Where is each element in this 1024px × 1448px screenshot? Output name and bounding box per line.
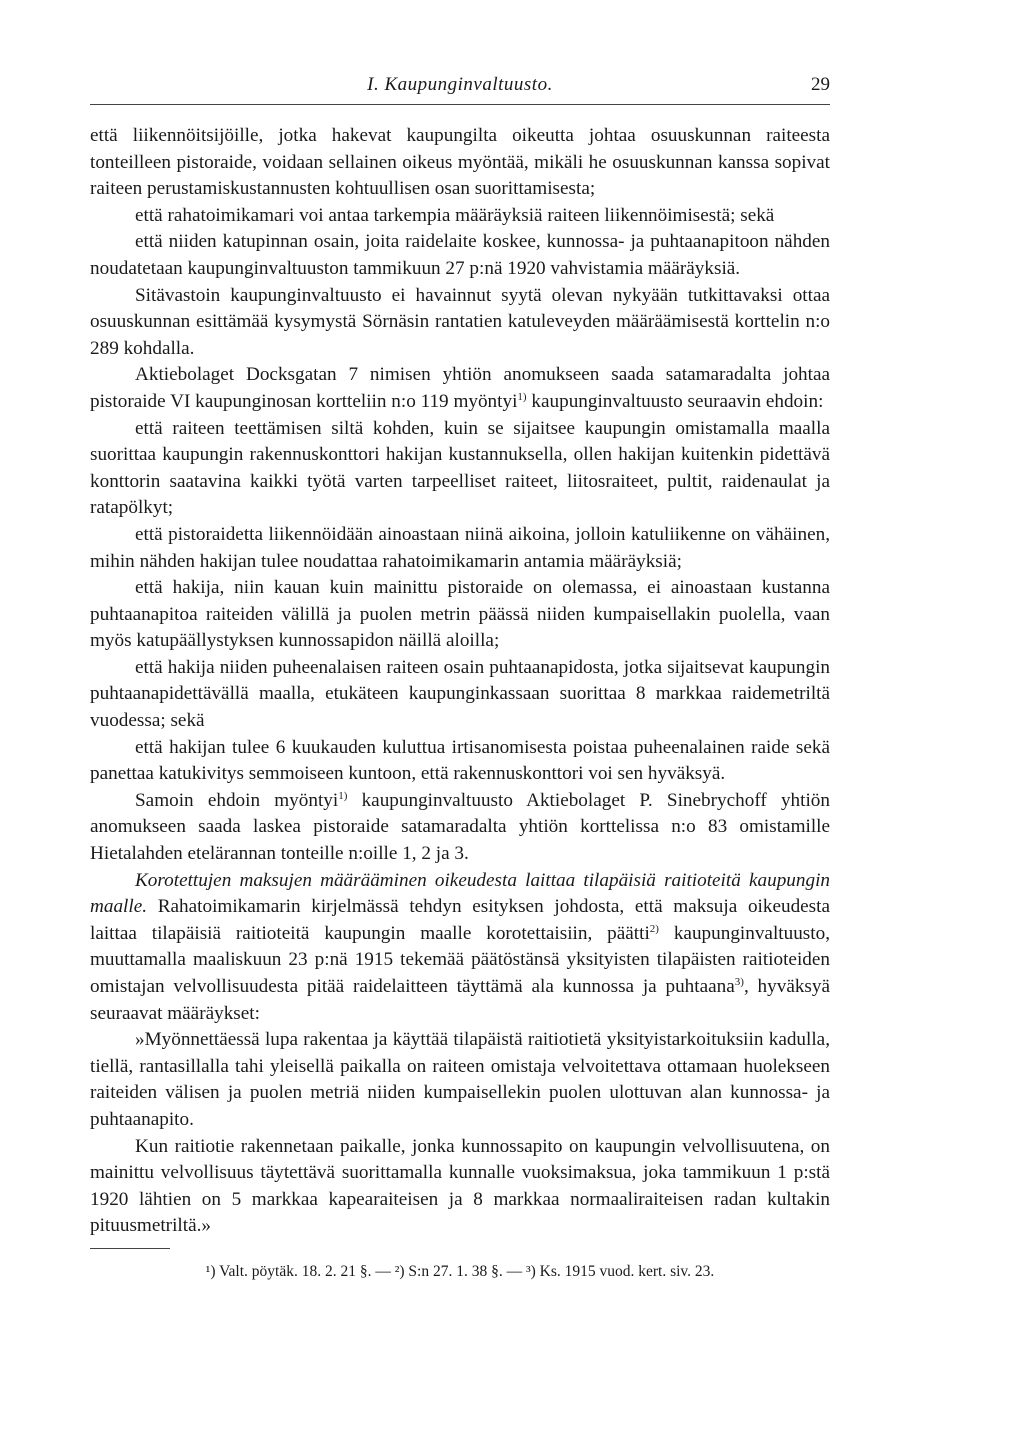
footnotes: ¹) Valt. pöytäk. 18. 2. 21 §. — ²) S:n 27. 1. 38 §. — ³) Ks. 1915 vuod. kert. siv. 23.	[205, 1262, 715, 1280]
paragraph-text: , hyväksyä seuraavat määräykset:	[90, 976, 831, 1024]
paragraph	[90, 416, 830, 522]
paragraph	[90, 868, 830, 1028]
paragraph	[90, 229, 830, 282]
document-page	[90, 70, 830, 1283]
page-header	[90, 70, 830, 105]
paragraph-text: kaupunginvaltuusto, muuttamalla maaliskuun 23 p:nä 1915 tekemää päätöstänsä yksityisten tilapäisten raitioteiden omistajan velvollisuudesta pitää raidelaitteen täyttämä ala kunnossa ja puhtaana	[90, 922, 830, 997]
paragraph-text: että hakija, niin kauan kuin mainittu pistoraide on olemassa, ei ainoastaan kustanna puhtaanapitoa raiteiden välillä ja puolen metrin päässä niiden kumpaisellakin puolella, vaan myös katupäällystyksen kunnossapidon näillä aloilla;	[90, 577, 830, 652]
paragraph	[90, 1027, 830, 1133]
footnote-rule	[90, 1248, 170, 1249]
paragraph-text: että niiden katupinnan osain, joita raidelaite koskee, kunnossa- ja puhtaanapitoon nähden noudatetaan kaupunginvaltuuston tammikuun 27 p:nä 1920 vahvistamia määräyksiä.	[90, 231, 830, 279]
paragraph-text: Kun raitiotie rakennetaan paikalle, jonka kunnossapito on kaupungin velvollisuutena, on mainittu velvollisuus täytettävä suorittamalla kunnalle vuoksimaksua, joka tammikuun 1 p:stä 1920 lähtien on 5 markkaa kapearaiteisen ja 8 markkaa normaaliraiteisen radan kultakin pituusmetriltä.»	[90, 1135, 830, 1237]
paragraph-text: että liikennöitsijöille, jotka hakevat kaupungilta oikeutta johtaa osuuskunnan raiteesta tonteilleen pistoraide, voidaan sellainen oikeus myöntää, mikäli he osuuskunnan kanssa sopivat raiteen perustamiskustannusten kohtuullisen osan suorittamisesta;	[90, 125, 830, 200]
paragraph-text: kaupunginvaltuusto seuraavin ehdoin:	[526, 390, 824, 412]
paragraph	[90, 123, 830, 203]
paragraph	[90, 522, 830, 575]
footnote-ref: 2)	[649, 922, 659, 935]
paragraph	[90, 788, 830, 868]
footnote-ref: 1)	[517, 390, 527, 403]
paragraph-text: Aktiebolaget Docksgatan 7 nimisen yhtiön anomukseen saada satamaradalta johtaa pistoraide VI kaupunginosan kortteliin n:o 119 myöntyi	[90, 364, 830, 412]
paragraph	[90, 362, 830, 415]
paragraph	[90, 203, 830, 230]
paragraph	[90, 735, 830, 788]
running-title: I. Kaupunginvaltuusto.	[367, 74, 553, 95]
paragraph-text: Sitävastoin kaupunginvaltuusto ei havainnut syytä olevan nykyään tutkittavaksi ottaa osuuskunnan esittämää kysymystä Sörnäsin rantatien katuleveyden määräämisestä korttelin n:o 289 kohdalla.	[90, 284, 830, 359]
footnote-ref: 3)	[734, 976, 744, 988]
paragraph-text: Rahatoimikamarin kirjelmässä tehdyn esityksen johdosta, että maksuja oikeudesta laittaa tilapäisiä raitioteitä kaupungin maalle korotettaisiin, päätti	[90, 896, 830, 944]
paragraph-text: että rahatoimikamari voi antaa tarkempia määräyksiä raiteen liikennöimisestä; sekä	[135, 204, 775, 226]
paragraph	[90, 655, 830, 735]
paragraph-text: että hakijan tulee 6 kuukauden kuluttua irtisanomisesta poistaa puheenalainen raide sekä panettaa katukivitys semmoiseen kuntoon, että rakennuskonttori voi sen hyväksyä.	[90, 736, 830, 785]
paragraph-heading: Korotettujen maksujen määrääminen oikeudesta laittaa tilapäisiä raitioteitä kaupungin maalle.	[90, 869, 830, 918]
paragraph-text: Samoin ehdoin myöntyi	[135, 789, 339, 811]
paragraph-text: kaupunginvaltuusto Aktiebolaget P. Sinebrychoff yhtiön anomukseen saada laskea pistoraide satamaradalta yhtiön korttelissa n:o 83 omistamille Hietalahden etelärannan tonteille n:oille 1, 2 ja 3.	[90, 789, 830, 865]
footnote-ref: 1)	[338, 789, 348, 802]
paragraph-text: »Myönnettäessä lupa rakentaa ja käyttää tilapäistä raitiotietä yksityistarkoituksiin kadulla, tiellä, rantasillalla tahi yleisellä paikalla on raiteen omistaja velvoitettava ottamaan huolekseen raiteiden välisen ja puolen metriä niiden kumpaisellekin puolen ulottuvan alan kunnossa- ja puhtaanapito.	[90, 1029, 830, 1130]
paragraph	[90, 1134, 830, 1240]
paragraph	[90, 283, 830, 363]
paragraph-text: että hakija niiden puheenalaisen raiteen osain puhtaanapidosta, jotka sijaitsevat kaupungin puhtaanapidettävällä maalla, etukäteen kaupunginkassaan suorittaa 8 markkaa raidemetriltä vuodessa; sekä	[90, 656, 830, 732]
page-number: 29	[811, 74, 830, 95]
paragraph	[90, 575, 830, 655]
paragraph-text: että pistoraidetta liikennöidään ainoastaan niinä aikoina, jolloin katuliikenne on vähäinen, mihin nähden hakijan tulee noudattaa rahatoimikamarin antamia määräyksiä;	[90, 523, 830, 572]
body-text	[90, 123, 830, 1240]
paragraph-text: että raiteen teettämisen siltä kohden, kuin se sijaitsee kaupungin omistamalla maalla suorittaa kaupungin rakennuskonttori hakijan kustannuksella, ollen hakijan kuitenkin pidettävä konttorin saatavina kaikki työtä varten tarpeelliset raiteet, liitosraiteet, pultit, raidenaulat ja ratapölkyt;	[90, 417, 830, 519]
